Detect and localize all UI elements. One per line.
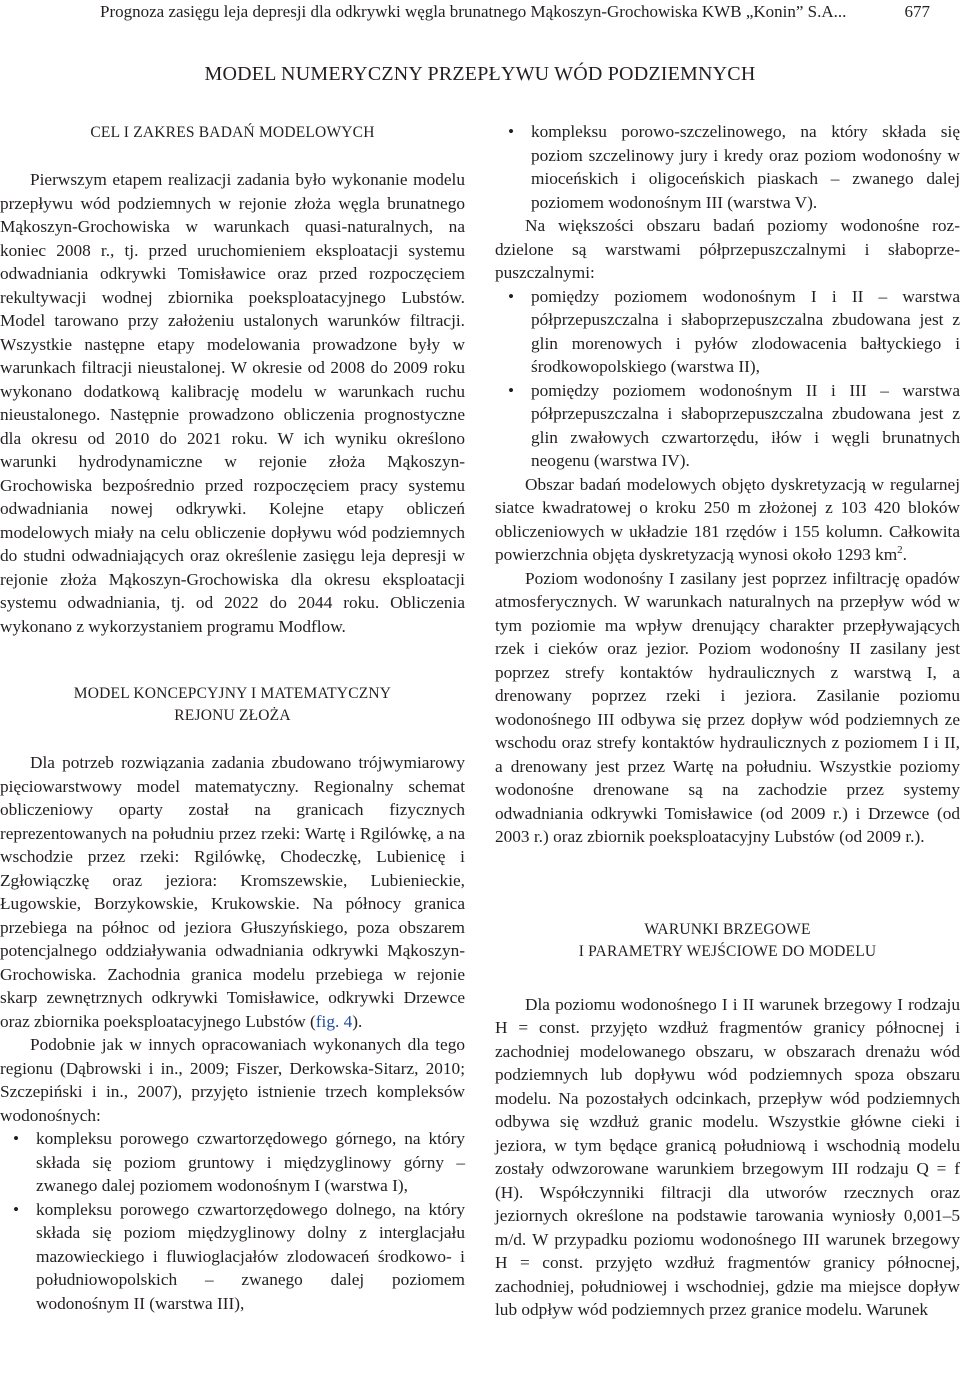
left-column (0, 120, 465, 1315)
list-item-text: kompleksu porowego czwartorzędowego dolnego, na który składa się poziom międzyglinowy dolny z interglacjału mazowieckiego i fluwioglacjałów zlodowaceń środkowo- i południowopolskich – zwanego dalej poziomem wodonośnym II (warstwa III), (36, 1199, 465, 1313)
paragraph-discretization-text: Obszar badań modelowych objęto dyskretyzacją w regularnej siatce kwadratowej o kroku 250 m złożonej z 103 420 bloków obliczeniowych w układzie 181 rzędów i 155 kolumn. Całkowita powierzchnia objęta dyskretyzacją wynosi około 1293 km (495, 474, 960, 564)
list-item (495, 379, 960, 473)
list-item (495, 120, 960, 214)
section-heading-model (0, 683, 465, 727)
superscript: 2 (897, 544, 903, 557)
list-item (0, 1127, 465, 1198)
aquifer-list-left (0, 1127, 465, 1315)
figure-link[interactable]: fig. 4 (315, 1011, 353, 1031)
section-heading-boundary (495, 919, 960, 963)
section-heading-boundary-line1: WARUNKI BRZEGOWE (644, 920, 811, 938)
aquifer-list-right (495, 120, 960, 214)
main-title: MODEL NUMERYCZNY PRZEPŁYWU WÓD PODZIEMNYCH (204, 63, 756, 85)
section-heading-boundary-line2: I PARAMETRY WEJŚCIOWE DO MODELU (578, 942, 877, 960)
list-item-text: pomiędzy poziomem wodonośnym II i III – warstwa półprzepuszczalna i słaboprzepuszczalna zbudowana jest z glin zwałowych czwartorzędu, iłów i węgli brunatnych neogenu (warstwa IV). (531, 380, 960, 470)
list-item (0, 1198, 465, 1316)
right-column (495, 120, 960, 1322)
list-item-text: kompleksu porowego czwartorzędowego górnego, na który składa się poziom gruntowy i międzyglinowy górny – zwanego dalej poziomem wodonośnym I (warstwa I), (36, 1129, 465, 1195)
paragraph-boundary-conditions: Dla poziomu wodonośnego I i II warunek brzegowy I rodzaju H = const. przyjęto wzdłuż fragmentów granicy północnej i zachodniej modelowanego obszaru, w obszarach drenażu wód podziemnych lub dopływu wód podziemnych spoza obszaru modelu. Na pozostałych odcinkach, przepływ wód podziemnych odbywa się wzdłuż granic modelu. Wszystkie główne cieki i jeziora, w tym będące granicą południową i wschodnią modelu zostały odwzorowane warunkiem brzegowym III rodzaju Q = f (H). Współczynniki filtracji dla utworów rzecznych oraz jeziornych określone na podstawie tarowania wyniosły 0,001–5 m/d. W przypadku poziomu wodonośnego III warunek brzegowy H = const. przyjęto wzdłuż fragmentów granicy północnej, zachodniej, południowej i wschodniej, gdzie ma miejsce dopływ lub odpływ wód podziemnych przez granice modelu. Warunek (495, 994, 960, 1319)
paragraph-goals: Pierwszym etapem realizacji zadania było wykonanie modelu przepływu wód podziemnych w rejonie złoża węgla brunatnego Mąkoszyn-Grochowiska w warunkach quasi-naturalnych, na koniec 2008 r., tj. przed uruchomieniem eksploatacji systemu odwadniania odkrywki Tomisławice oraz przed rozpoczęciem rekultywacji wodnej zbiornika poeksploatacyjnego Lubstów. Model tarowano przy założeniu ustalonych warunków filtracji. Wszystkie następne etapy modelowania prowadzone były w warunkach filtracji nieustalonej. W okresie od 2008 do 2009 roku wykonano dodatkową kalibrację modelu w warunkach ruchu nieustalonego. Następnie prowadzono obliczenia prognostyczne dla okresu od 2010 do 2021 roku. W ich wyniku określono warunki hydrodynamiczne w rejonie złoża Mąkoszyn-Grochowiska bezpośrednio przed rozpoczęciem pracy systemu odwadniania nowej odkrywki. Kolejne etapy obliczeń modelowych miały na celu obliczenie dopływu wód podziemnych do studni odwadniających oraz określenie zasięgu leja depresji w rejonie złoża Mąkoszyn-Grochowiska dla okresu eksploatacji systemu odwadniania, tj. od 2022 do 2044 roku. Obliczenia wykonano z wykorzystaniem programu Modflow. (0, 170, 465, 636)
list-item-text: pomiędzy poziomem wodonośnym I i II – warstwa półprzepuszczalna i słaboprzepuszczalna zbudowana jest z glin morenowych i pyłów zlodowacenia bałtyckiego i środkowopolskiego (warstwa II), (531, 286, 960, 376)
bullet-icon: • (508, 286, 515, 306)
bullet-icon: • (508, 122, 515, 141)
paragraph-model-text-end: ). (352, 1011, 363, 1031)
paragraph-model-text: Dla potrzeb rozwiązania zadania zbudowano trójwymiarowy pięciowarstwowy model matematyczny. Regionalny schemat obliczeniowy oparty został na granicach fizycznych reprezentowanych na południu przez rzeki: Wartę i Rgilówkę, a na wschodzie przez rzeki: Rgilówkę, Chodeczkę, Lubienicę i Zgłowiączkę oraz jeziora: Kromszewskie, Lubienieckie, Ługowskie, Borzykowskie, Krukowskie. Na północy granica przebiega na północ od jeziora Głuszyńskiego, poza obszarem potencjalnego oddziaływania odwadniania odkrywki Mąkoszyn-Grochowiska. Zachodnia granica modelu przebiega w rejonie skarp zewnętrznych odkrywki Tomisławice, odkrywki Drzewce oraz zbiornika poeksploatacyjnego Lubstów ( (0, 753, 465, 1031)
running-title: Prognoza zasięgu leja depresji dla odkrywki węgla brunatnego Mąkoszyn-Grochowiska KWB „Konin” S.A... (100, 2, 847, 21)
running-header (100, 0, 930, 24)
list-item-text: kompleksu porowo-szczelinowego, na który składa się poziom szczelinowy jury i kredy oraz poziom wodonośny w mioceńskich i oligoceńskich piaskach – zwanego dalej poziomem wodonośnym III (warstwa V). (531, 122, 960, 212)
separating-layers-list (495, 285, 960, 473)
bullet-icon: • (13, 1129, 20, 1148)
paragraph-aquifer-complexes: Podobnie jak w innych opracowaniach wykonanych dla tego regionu (Dąbrowski i in., 2009; Fiszer, Derkowska-Sitarz, 2010; Szczepiński i in., 2007), przyjęto istnienie trzech kompleksów wodonośnych: (0, 1035, 465, 1125)
section-heading-model-line1: MODEL KONCEPCYJNY I MATEMATYCZNY (73, 685, 392, 702)
paragraph-recharge: Poziom wodonośny I zasilany jest poprzez infiltrację opadów atmosferycznych. W warunkach naturalnych na przepływ wód w tym poziomie ma wpływ drenujący charakter przepływających rzek i cieków oraz jezior. Poziom wodonośny II zasilany jest poprzez strefy kontaktów hydraulicznych z warstwą I, a drenowany poprzez rzeki i jeziora. Zasilanie poziomu wodonośnego III odbywa się przez dopływ wód podziemnych ze wschodu oraz strefy kontaktów hydraulicznych z poziomem I i II, a drenowany jest przez Wartę na południu. Wszystkie poziomy wodonośne drenowane są na zachodzie przez systemy odwadniania odkrywki Tomisławice (od 2009 r.) i Drzewce (od 2003 r.) oraz zbiornik poeksploatacyjny Lubstów (od 2009 r.). (495, 568, 960, 846)
page-number: 677 (904, 2, 930, 21)
paragraph-discretization (495, 473, 960, 567)
paragraph-model-boundaries (0, 751, 465, 1033)
section-heading-goals: CEL I ZAKRES BADAŃ MODELOWYCH (90, 124, 375, 141)
list-item (495, 285, 960, 379)
bullet-icon: • (13, 1199, 20, 1219)
bullet-icon: • (508, 380, 515, 400)
paragraph-separating-layers: Na większości obszaru badań poziomy wodonośne rozdzielone są warstwami półprzepuszczalnymi i słaboprzepuszczalnymi: (495, 216, 960, 282)
section-heading-model-line2: REJONU ZŁOŻA (174, 707, 291, 724)
paragraph-discretization-end: . (902, 545, 907, 564)
